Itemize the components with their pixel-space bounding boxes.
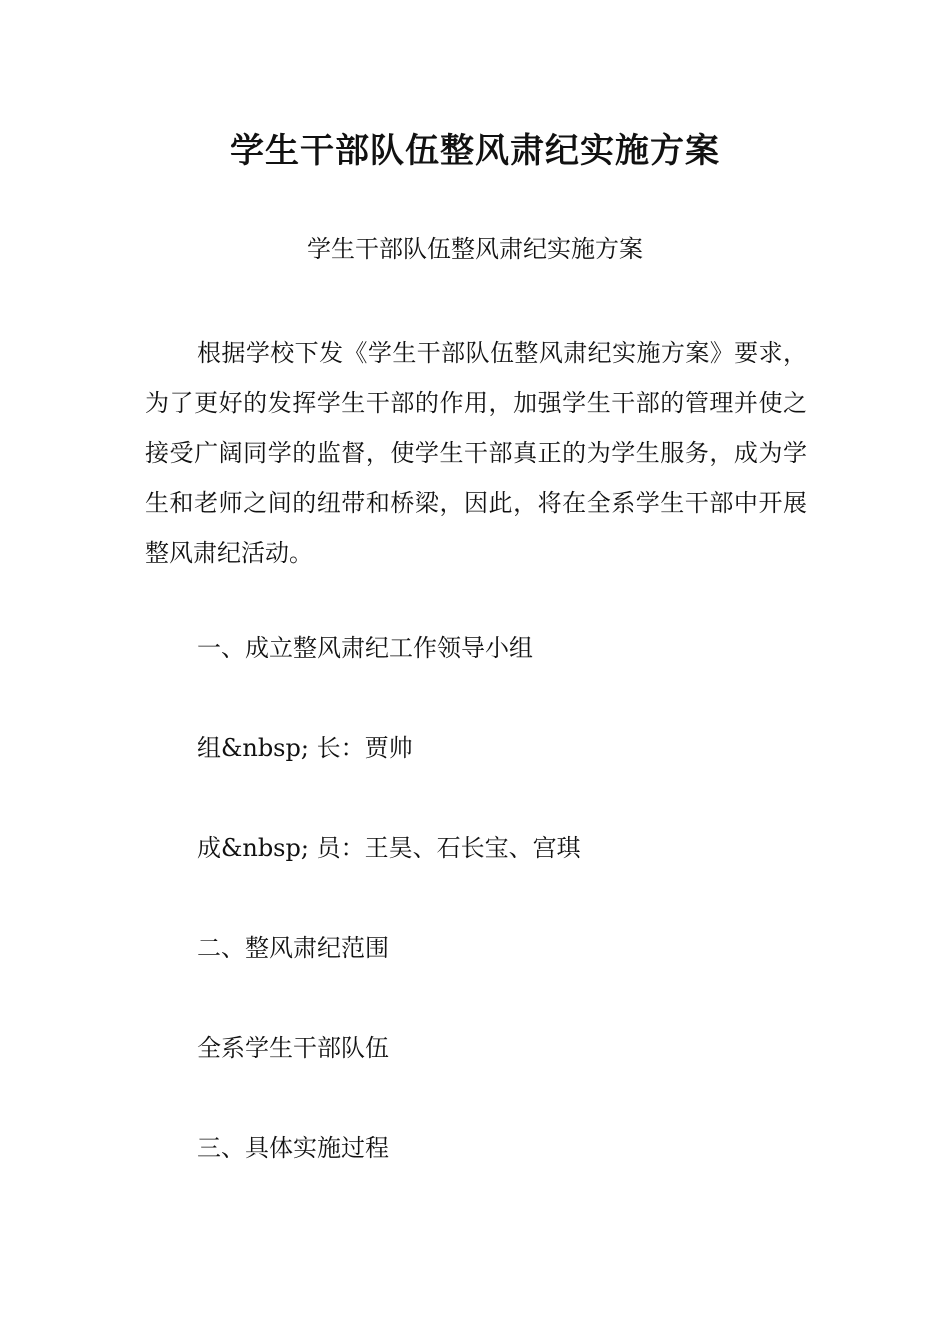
section-heading-2: 二、整风肃纪范围 <box>197 934 389 962</box>
document-subtitle: 学生干部队伍整风肃纪实施方案 <box>307 235 643 263</box>
leader-line: 组&nbsp; 长：贾帅 <box>197 734 413 762</box>
intro-paragraph: 根据学校下发《学生干部队伍整风肃纪实施方案》要求，为了更好的发挥学生干部的作用，加强学生干部的管理并使之接受广阔同学的监督，使学生干部真正的为学生服务，成为学生和老师之间的纽带和桥梁，因此，将在全系学生干部中开展整风肃纪活动。 <box>145 339 807 567</box>
document-title: 学生干部队伍整风肃纪实施方案 <box>230 131 720 171</box>
section-heading-1: 一、成立整风肃纪工作领导小组 <box>197 634 533 662</box>
section-heading-3: 三、具体实施过程 <box>197 1134 389 1162</box>
scope-line: 全系学生干部队伍 <box>197 1034 389 1062</box>
members-line: 成&nbsp; 员：王昊、石长宝、宫琪 <box>197 834 581 862</box>
